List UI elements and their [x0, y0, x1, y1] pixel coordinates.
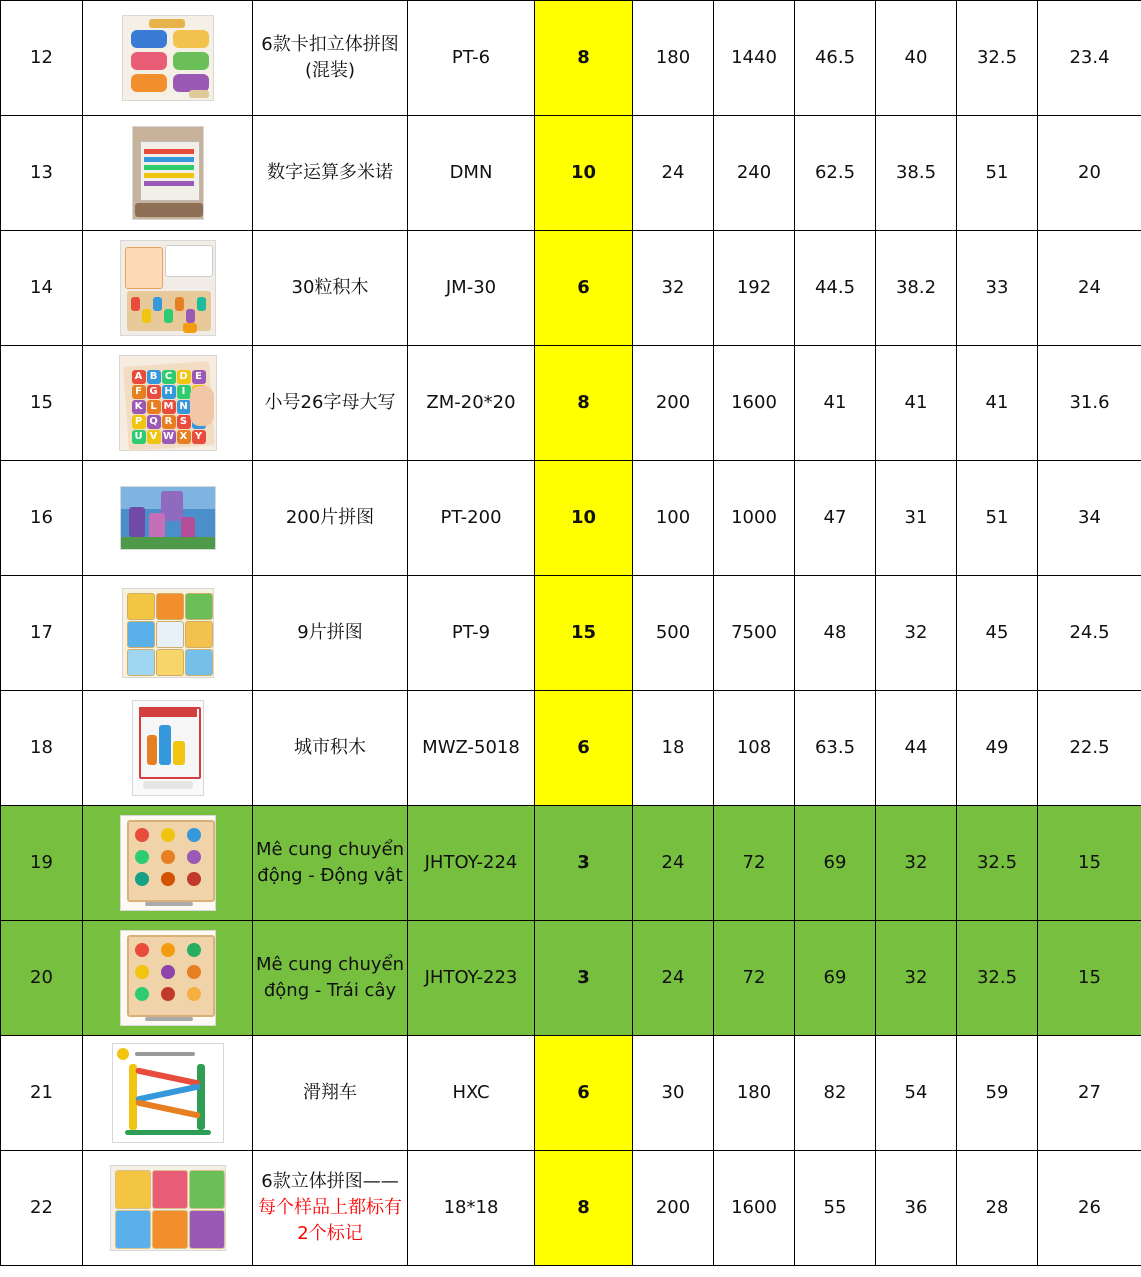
value-cell-5: 45 — [957, 576, 1038, 691]
value-cell-6: 15 — [1038, 806, 1141, 921]
quantity-cell: 6 — [535, 691, 633, 806]
model-code: ZM-20*20 — [408, 346, 535, 461]
value-cell-6: 15 — [1038, 921, 1141, 1036]
value-cell-1: 32 — [633, 231, 714, 346]
table-row — [1, 1, 1141, 116]
product-image — [120, 930, 216, 1026]
model-code: PT-200 — [408, 461, 535, 576]
product-note-line: 2个标记 — [297, 1223, 363, 1244]
value-cell-6: 24 — [1038, 231, 1141, 346]
product-name — [253, 1036, 408, 1151]
value-cell-1: 200 — [633, 346, 714, 461]
product-image — [132, 700, 204, 796]
value-cell-6: 24.5 — [1038, 576, 1141, 691]
product-name-line: 30粒积木 — [291, 277, 369, 298]
product-image — [112, 1043, 224, 1143]
product-name-line: Mê cung chuyển — [255, 954, 405, 975]
image-cell — [83, 116, 253, 231]
product-name — [253, 231, 408, 346]
value-cell-1: 24 — [633, 806, 714, 921]
row-number: 19 — [1, 806, 83, 921]
value-cell-2: 108 — [714, 691, 795, 806]
product-name-line: động - Trái cây — [263, 980, 397, 1001]
value-cell-5: 51 — [957, 116, 1038, 231]
value-cell-1: 30 — [633, 1036, 714, 1151]
product-image: A B C D E F G H I K L M N P Q R S U V W X Y — [119, 355, 217, 451]
value-cell-2: 72 — [714, 921, 795, 1036]
table-row — [1, 921, 1141, 1036]
model-code: JHTOY-224 — [408, 806, 535, 921]
value-cell-4: 31 — [876, 461, 957, 576]
row-number: 16 — [1, 461, 83, 576]
value-cell-2: 240 — [714, 116, 795, 231]
value-cell-1: 24 — [633, 116, 714, 231]
value-cell-3: 55 — [795, 1151, 876, 1266]
product-note-line: 每个样品上都标有 — [258, 1197, 402, 1218]
value-cell-2: 1440 — [714, 1, 795, 116]
model-code: PT-6 — [408, 1, 535, 116]
value-cell-5: 32.5 — [957, 806, 1038, 921]
model-code: 18*18 — [408, 1151, 535, 1266]
value-cell-6: 20 — [1038, 116, 1141, 231]
row-number: 13 — [1, 116, 83, 231]
value-cell-5: 41 — [957, 346, 1038, 461]
product-name-line: 小号26字母大写 — [264, 392, 396, 413]
value-cell-4: 41 — [876, 346, 957, 461]
product-name-line: (混装) — [304, 60, 356, 81]
product-name-line: 200片拼图 — [285, 507, 375, 528]
value-cell-3: 47 — [795, 461, 876, 576]
model-code: HXC — [408, 1036, 535, 1151]
value-cell-5: 51 — [957, 461, 1038, 576]
quantity-cell: 6 — [535, 1036, 633, 1151]
table-row — [1, 1036, 1141, 1151]
table-row — [1, 346, 1141, 461]
value-cell-4: 54 — [876, 1036, 957, 1151]
table-row — [1, 461, 1141, 576]
product-image — [122, 15, 214, 101]
product-image — [120, 486, 216, 550]
value-cell-6: 27 — [1038, 1036, 1141, 1151]
value-cell-1: 200 — [633, 1151, 714, 1266]
image-cell — [83, 1151, 253, 1266]
quantity-cell: 10 — [535, 461, 633, 576]
product-image — [132, 126, 204, 220]
row-number: 22 — [1, 1151, 83, 1266]
table-row — [1, 806, 1141, 921]
value-cell-1: 500 — [633, 576, 714, 691]
image-cell — [83, 921, 253, 1036]
value-cell-1: 24 — [633, 921, 714, 1036]
model-code: JM-30 — [408, 231, 535, 346]
model-code: PT-9 — [408, 576, 535, 691]
quantity-cell: 3 — [535, 806, 633, 921]
quantity-cell: 10 — [535, 116, 633, 231]
product-image — [120, 815, 216, 911]
value-cell-2: 192 — [714, 231, 795, 346]
value-cell-6: 31.6 — [1038, 346, 1141, 461]
value-cell-6: 34 — [1038, 461, 1141, 576]
value-cell-5: 32.5 — [957, 1, 1038, 116]
quantity-cell: 8 — [535, 1, 633, 116]
row-number: 12 — [1, 1, 83, 116]
product-name-line: 9片拼图 — [297, 622, 363, 643]
product-name — [253, 1151, 408, 1266]
image-cell — [83, 806, 253, 921]
row-number: 14 — [1, 231, 83, 346]
value-cell-5: 59 — [957, 1036, 1038, 1151]
value-cell-5: 28 — [957, 1151, 1038, 1266]
value-cell-3: 48 — [795, 576, 876, 691]
value-cell-4: 32 — [876, 921, 957, 1036]
image-cell — [83, 1, 253, 116]
product-name — [253, 921, 408, 1036]
value-cell-5: 32.5 — [957, 921, 1038, 1036]
value-cell-4: 36 — [876, 1151, 957, 1266]
product-name-line: 6款卡扣立体拼图 — [261, 34, 399, 55]
product-name-line: 城市积木 — [294, 737, 366, 758]
product-name — [253, 346, 408, 461]
value-cell-3: 69 — [795, 806, 876, 921]
value-cell-2: 72 — [714, 806, 795, 921]
value-cell-3: 69 — [795, 921, 876, 1036]
quantity-cell: 8 — [535, 1151, 633, 1266]
table-row — [1, 691, 1141, 806]
quantity-cell: 8 — [535, 346, 633, 461]
value-cell-3: 46.5 — [795, 1, 876, 116]
value-cell-6: 26 — [1038, 1151, 1141, 1266]
quantity-cell: 6 — [535, 231, 633, 346]
value-cell-2: 180 — [714, 1036, 795, 1151]
value-cell-6: 22.5 — [1038, 691, 1141, 806]
product-name — [253, 576, 408, 691]
value-cell-2: 1600 — [714, 346, 795, 461]
image-cell — [83, 461, 253, 576]
product-name-line: Mê cung chuyển — [255, 839, 405, 860]
table-row — [1, 231, 1141, 346]
product-name — [253, 1, 408, 116]
value-cell-4: 44 — [876, 691, 957, 806]
model-code: DMN — [408, 116, 535, 231]
value-cell-4: 38.2 — [876, 231, 957, 346]
product-name-line: 滑翔车 — [303, 1082, 357, 1103]
product-name-line: động - Động vật — [257, 865, 403, 886]
value-cell-3: 44.5 — [795, 231, 876, 346]
image-cell — [83, 231, 253, 346]
table-row — [1, 1151, 1141, 1266]
model-code: MWZ-5018 — [408, 691, 535, 806]
image-cell — [83, 346, 253, 461]
value-cell-2: 1600 — [714, 1151, 795, 1266]
value-cell-3: 63.5 — [795, 691, 876, 806]
product-name — [253, 461, 408, 576]
row-number: 17 — [1, 576, 83, 691]
model-code: JHTOY-223 — [408, 921, 535, 1036]
quantity-cell: 15 — [535, 576, 633, 691]
value-cell-4: 38.5 — [876, 116, 957, 231]
product-image — [110, 1165, 226, 1251]
value-cell-5: 49 — [957, 691, 1038, 806]
value-cell-2: 1000 — [714, 461, 795, 576]
image-cell — [83, 576, 253, 691]
product-name-line: 6款立体拼图—— — [261, 1171, 399, 1192]
image-cell — [83, 1036, 253, 1151]
value-cell-4: 40 — [876, 1, 957, 116]
value-cell-1: 18 — [633, 691, 714, 806]
row-number: 18 — [1, 691, 83, 806]
product-image — [120, 240, 216, 336]
product-name-line: 数字运算多米诺 — [267, 162, 393, 183]
row-number: 21 — [1, 1036, 83, 1151]
image-cell — [83, 691, 253, 806]
value-cell-2: 7500 — [714, 576, 795, 691]
value-cell-1: 180 — [633, 1, 714, 116]
row-number: 20 — [1, 921, 83, 1036]
quantity-cell: 3 — [535, 921, 633, 1036]
value-cell-4: 32 — [876, 576, 957, 691]
value-cell-3: 82 — [795, 1036, 876, 1151]
value-cell-6: 23.4 — [1038, 1, 1141, 116]
product-name — [253, 691, 408, 806]
table-row — [1, 116, 1141, 231]
value-cell-1: 100 — [633, 461, 714, 576]
product-name — [253, 116, 408, 231]
value-cell-4: 32 — [876, 806, 957, 921]
value-cell-3: 62.5 — [795, 116, 876, 231]
product-image — [122, 588, 214, 678]
row-number: 15 — [1, 346, 83, 461]
value-cell-3: 41 — [795, 346, 876, 461]
table-row — [1, 576, 1141, 691]
product-name — [253, 806, 408, 921]
value-cell-5: 33 — [957, 231, 1038, 346]
